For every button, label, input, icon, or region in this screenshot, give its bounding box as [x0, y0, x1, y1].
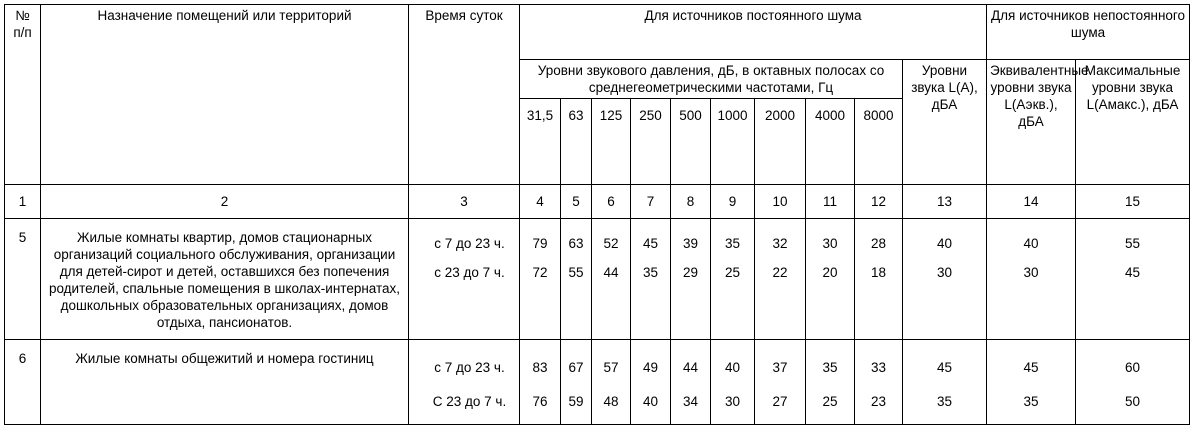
- time-period: с 7 до 23 ч.: [434, 360, 505, 375]
- level-value: 48: [603, 394, 619, 409]
- level-value: 32: [772, 236, 788, 251]
- level-value: 45: [1125, 265, 1141, 280]
- header-time: Время суток: [409, 5, 520, 185]
- header-num: № п/п: [5, 5, 41, 185]
- value-cell: [561, 219, 592, 340]
- header-frequency: 250: [631, 99, 671, 185]
- header-frequency: 125: [592, 99, 631, 185]
- column-number: 12: [855, 185, 903, 219]
- value-cell: [671, 340, 711, 425]
- level-value: 44: [603, 265, 619, 280]
- level-value: 40: [724, 360, 741, 375]
- level-value: 30: [724, 394, 741, 409]
- level-value: 40: [1023, 236, 1039, 251]
- header-equivalent-level: Эквивалентные уровни звука L(Аэкв.), дБА: [987, 60, 1076, 185]
- level-value: 30: [822, 236, 838, 251]
- header-nonconstant-noise: Для источников непостоянного шума: [987, 5, 1190, 60]
- level-value: 23: [870, 394, 887, 409]
- value-cell: [592, 340, 631, 425]
- row-time-periods: [409, 219, 520, 340]
- level-value: 35: [642, 265, 659, 280]
- level-value: 44: [682, 360, 699, 375]
- level-value: 28: [870, 236, 887, 251]
- level-value: 35: [724, 236, 741, 251]
- level-value: 50: [1125, 394, 1141, 409]
- level-value: 33: [870, 360, 887, 375]
- column-number: 1: [5, 185, 41, 219]
- level-value: 25: [822, 394, 838, 409]
- value-cell: [903, 219, 987, 340]
- value-cell: [711, 340, 755, 425]
- level-value: 60: [1125, 360, 1141, 375]
- level-value: 40: [936, 236, 953, 251]
- header-purpose: Назначение помещений или территорий: [41, 5, 409, 185]
- value-cell: [987, 340, 1076, 425]
- header-max-level: Максимальные уровни звука L(Амакс.), дБА: [1076, 60, 1190, 185]
- column-number: 5: [561, 185, 592, 219]
- time-period: с 7 до 23 ч.: [434, 236, 505, 251]
- value-cell: [755, 219, 806, 340]
- header-frequency: 1000: [711, 99, 755, 185]
- column-number: 9: [711, 185, 755, 219]
- level-value: 22: [772, 265, 788, 280]
- level-value: 37: [772, 360, 788, 375]
- level-value: 45: [642, 236, 659, 251]
- value-cell: [903, 340, 987, 425]
- column-number: 8: [671, 185, 711, 219]
- row-time-periods: [409, 340, 520, 425]
- column-number: 11: [806, 185, 855, 219]
- column-number: 13: [903, 185, 987, 219]
- level-value: 30: [1023, 265, 1039, 280]
- level-value: 83: [532, 360, 548, 375]
- value-cell: [855, 219, 903, 340]
- level-value: 35: [936, 394, 953, 409]
- value-cell: [520, 340, 561, 425]
- level-value: 29: [682, 265, 699, 280]
- header-frequency: 31,5: [520, 99, 561, 185]
- level-value: 30: [936, 265, 953, 280]
- column-number: 15: [1076, 185, 1190, 219]
- value-cell: [631, 219, 671, 340]
- level-value: 79: [532, 236, 548, 251]
- value-cell: [806, 340, 855, 425]
- level-value: 34: [682, 394, 699, 409]
- table-row: [5, 340, 1190, 425]
- level-value: 72: [532, 265, 548, 280]
- level-value: 45: [936, 360, 953, 375]
- header-frequency: 8000: [855, 99, 903, 185]
- level-value: 63: [568, 236, 584, 251]
- level-value: 59: [568, 394, 584, 409]
- value-cell: [1076, 219, 1190, 340]
- time-period: с 23 до 7 ч.: [434, 265, 505, 280]
- value-cell: [987, 219, 1076, 340]
- level-value: 55: [568, 265, 584, 280]
- row-number: 5: [5, 219, 41, 340]
- value-cell: [1076, 340, 1190, 425]
- level-value: 49: [642, 360, 659, 375]
- header-sound-pressure: Уровни звукового давления, дБ, в октавных полосах со среднегеометрическими частотами, Гц: [520, 60, 903, 99]
- row-purpose: Жилые комнаты общежитий и номера гостиниц: [41, 340, 409, 425]
- column-number: 3: [409, 185, 520, 219]
- value-cell: [671, 219, 711, 340]
- header-frequency: 500: [671, 99, 711, 185]
- level-value: 67: [568, 360, 584, 375]
- value-cell: [631, 340, 671, 425]
- column-number: 14: [987, 185, 1076, 219]
- level-value: 45: [1023, 360, 1039, 375]
- level-value: 25: [724, 265, 741, 280]
- level-value: 35: [1023, 394, 1039, 409]
- column-number: 4: [520, 185, 561, 219]
- value-cell: [855, 340, 903, 425]
- header-constant-noise: Для источников постоянного шума: [520, 5, 987, 60]
- header-sound-level-la: Уровни звука L(А), дБА: [903, 60, 987, 185]
- column-number: 2: [41, 185, 409, 219]
- row-number: 6: [5, 340, 41, 425]
- column-number: 6: [592, 185, 631, 219]
- value-cell: [711, 219, 755, 340]
- level-value: 35: [822, 360, 838, 375]
- row-purpose: Жилые комнаты квартир, домов стационарных организаций социального обслуживания, организации для детей-сирот и детей, оставшихся без попечения родителей, спальные помещения в школах-интернатах, дошкольных образовательных организациях, домов отдыха, пансионатов.: [41, 219, 409, 340]
- level-value: 27: [772, 394, 788, 409]
- value-cell: [561, 340, 592, 425]
- level-value: 40: [642, 394, 659, 409]
- table-row: [5, 219, 1190, 340]
- value-cell: [520, 219, 561, 340]
- level-value: 55: [1125, 236, 1141, 251]
- time-period: С 23 до 7 ч.: [432, 394, 507, 409]
- header-frequency: 4000: [806, 99, 855, 185]
- value-cell: [755, 340, 806, 425]
- value-cell: [806, 219, 855, 340]
- level-value: 39: [682, 236, 699, 251]
- level-value: 18: [870, 265, 887, 280]
- noise-standards-table: [4, 4, 1190, 425]
- column-number: 7: [631, 185, 671, 219]
- column-number: 10: [755, 185, 806, 219]
- level-value: 57: [603, 360, 619, 375]
- level-value: 52: [603, 236, 619, 251]
- level-value: 76: [532, 394, 548, 409]
- level-value: 20: [822, 265, 838, 280]
- value-cell: [592, 219, 631, 340]
- header-frequency: 2000: [755, 99, 806, 185]
- header-frequency: 63: [561, 99, 592, 185]
